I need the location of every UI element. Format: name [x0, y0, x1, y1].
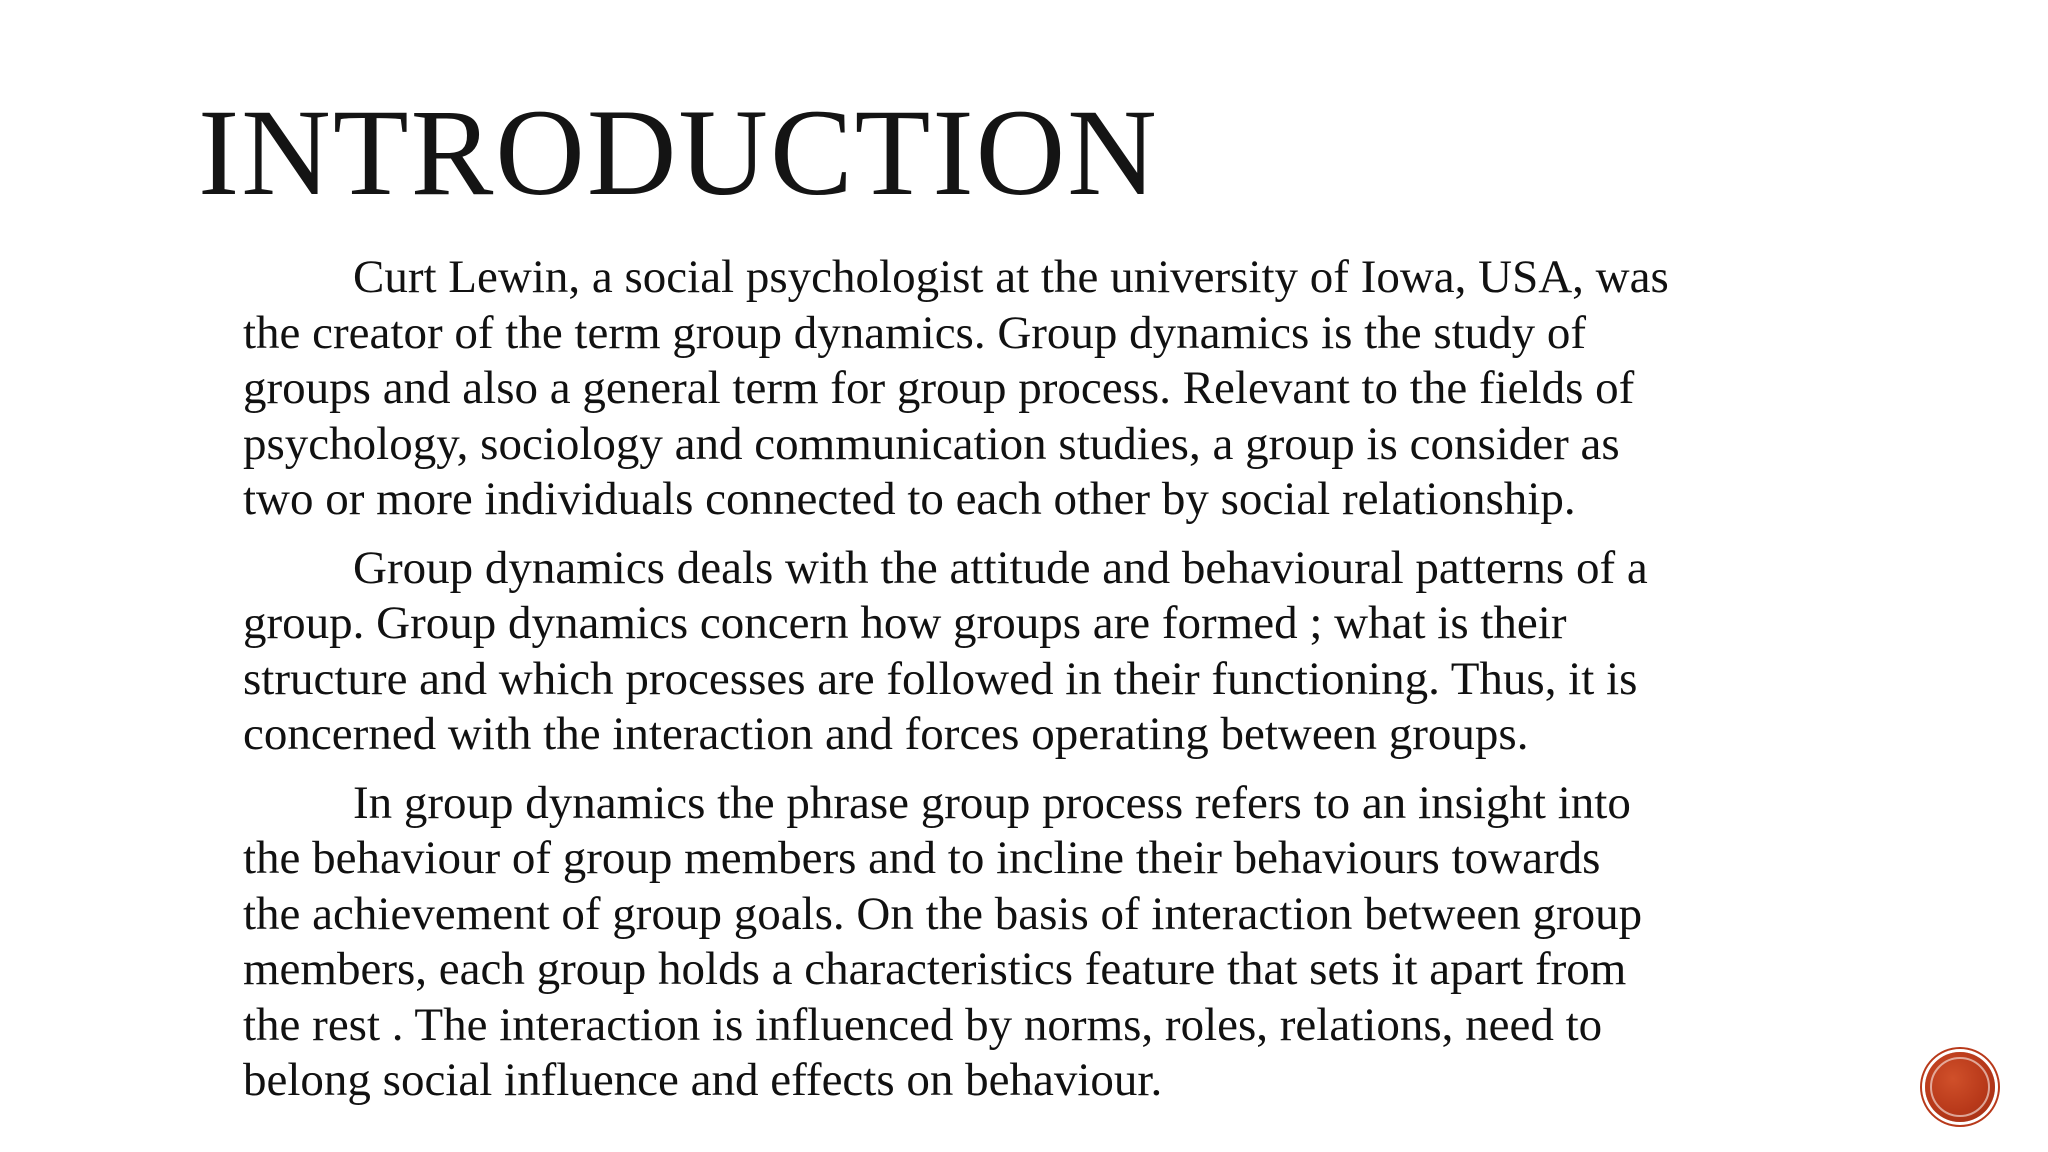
- paragraph-line: the creator of the term group dynamics. Group dynamics is the study of: [243, 306, 1587, 359]
- paragraph-line: psychology, sociology and communication studies, a group is consider as: [243, 417, 1620, 470]
- paragraph-line: members, each group holds a characteristics feature that sets it apart from: [243, 943, 1627, 995]
- paragraph-2: [243, 541, 2013, 763]
- slide-corner-badge: [1925, 1052, 1995, 1122]
- paragraph-line: Curt Lewin, a social psychologist at the university of Iowa, USA, was: [353, 251, 1669, 303]
- paragraph-line: two or more individuals connected to each other by social relationship.: [243, 473, 1576, 525]
- slide-body: [243, 250, 2013, 1122]
- paragraph-3: [243, 776, 2013, 1109]
- paragraph-line: structure and which processes are followed in their functioning. Thus, it is: [243, 652, 1638, 705]
- paragraph-line: concerned with the interaction and forces operating between groups.: [243, 708, 1529, 760]
- paragraph-line: groups and also a general term for group process. Relevant to the fields of: [243, 362, 1635, 414]
- paragraph-line: belong social influence and effects on behaviour.: [243, 1054, 1163, 1106]
- paragraph-1: [243, 250, 2013, 528]
- paragraph-line: the achievement of group goals. On the basis of interaction between group: [243, 887, 1643, 940]
- paragraph-line: the behaviour of group members and to incline their behaviours towards: [243, 832, 1601, 884]
- paragraph-line: In group dynamics the phrase group process refers to an insight into: [353, 776, 1631, 829]
- paragraph-line: Group dynamics deals with the attitude and behavioural patterns of a: [353, 541, 1648, 594]
- badge-ring: [1930, 1057, 1990, 1117]
- paragraph-line: group. Group dynamics concern how groups are formed ; what is their: [243, 597, 1567, 649]
- slide-title: INTRODUCTION: [198, 84, 1159, 221]
- paragraph-line: the rest . The interaction is influenced by norms, roles, relations, need to: [243, 998, 1603, 1051]
